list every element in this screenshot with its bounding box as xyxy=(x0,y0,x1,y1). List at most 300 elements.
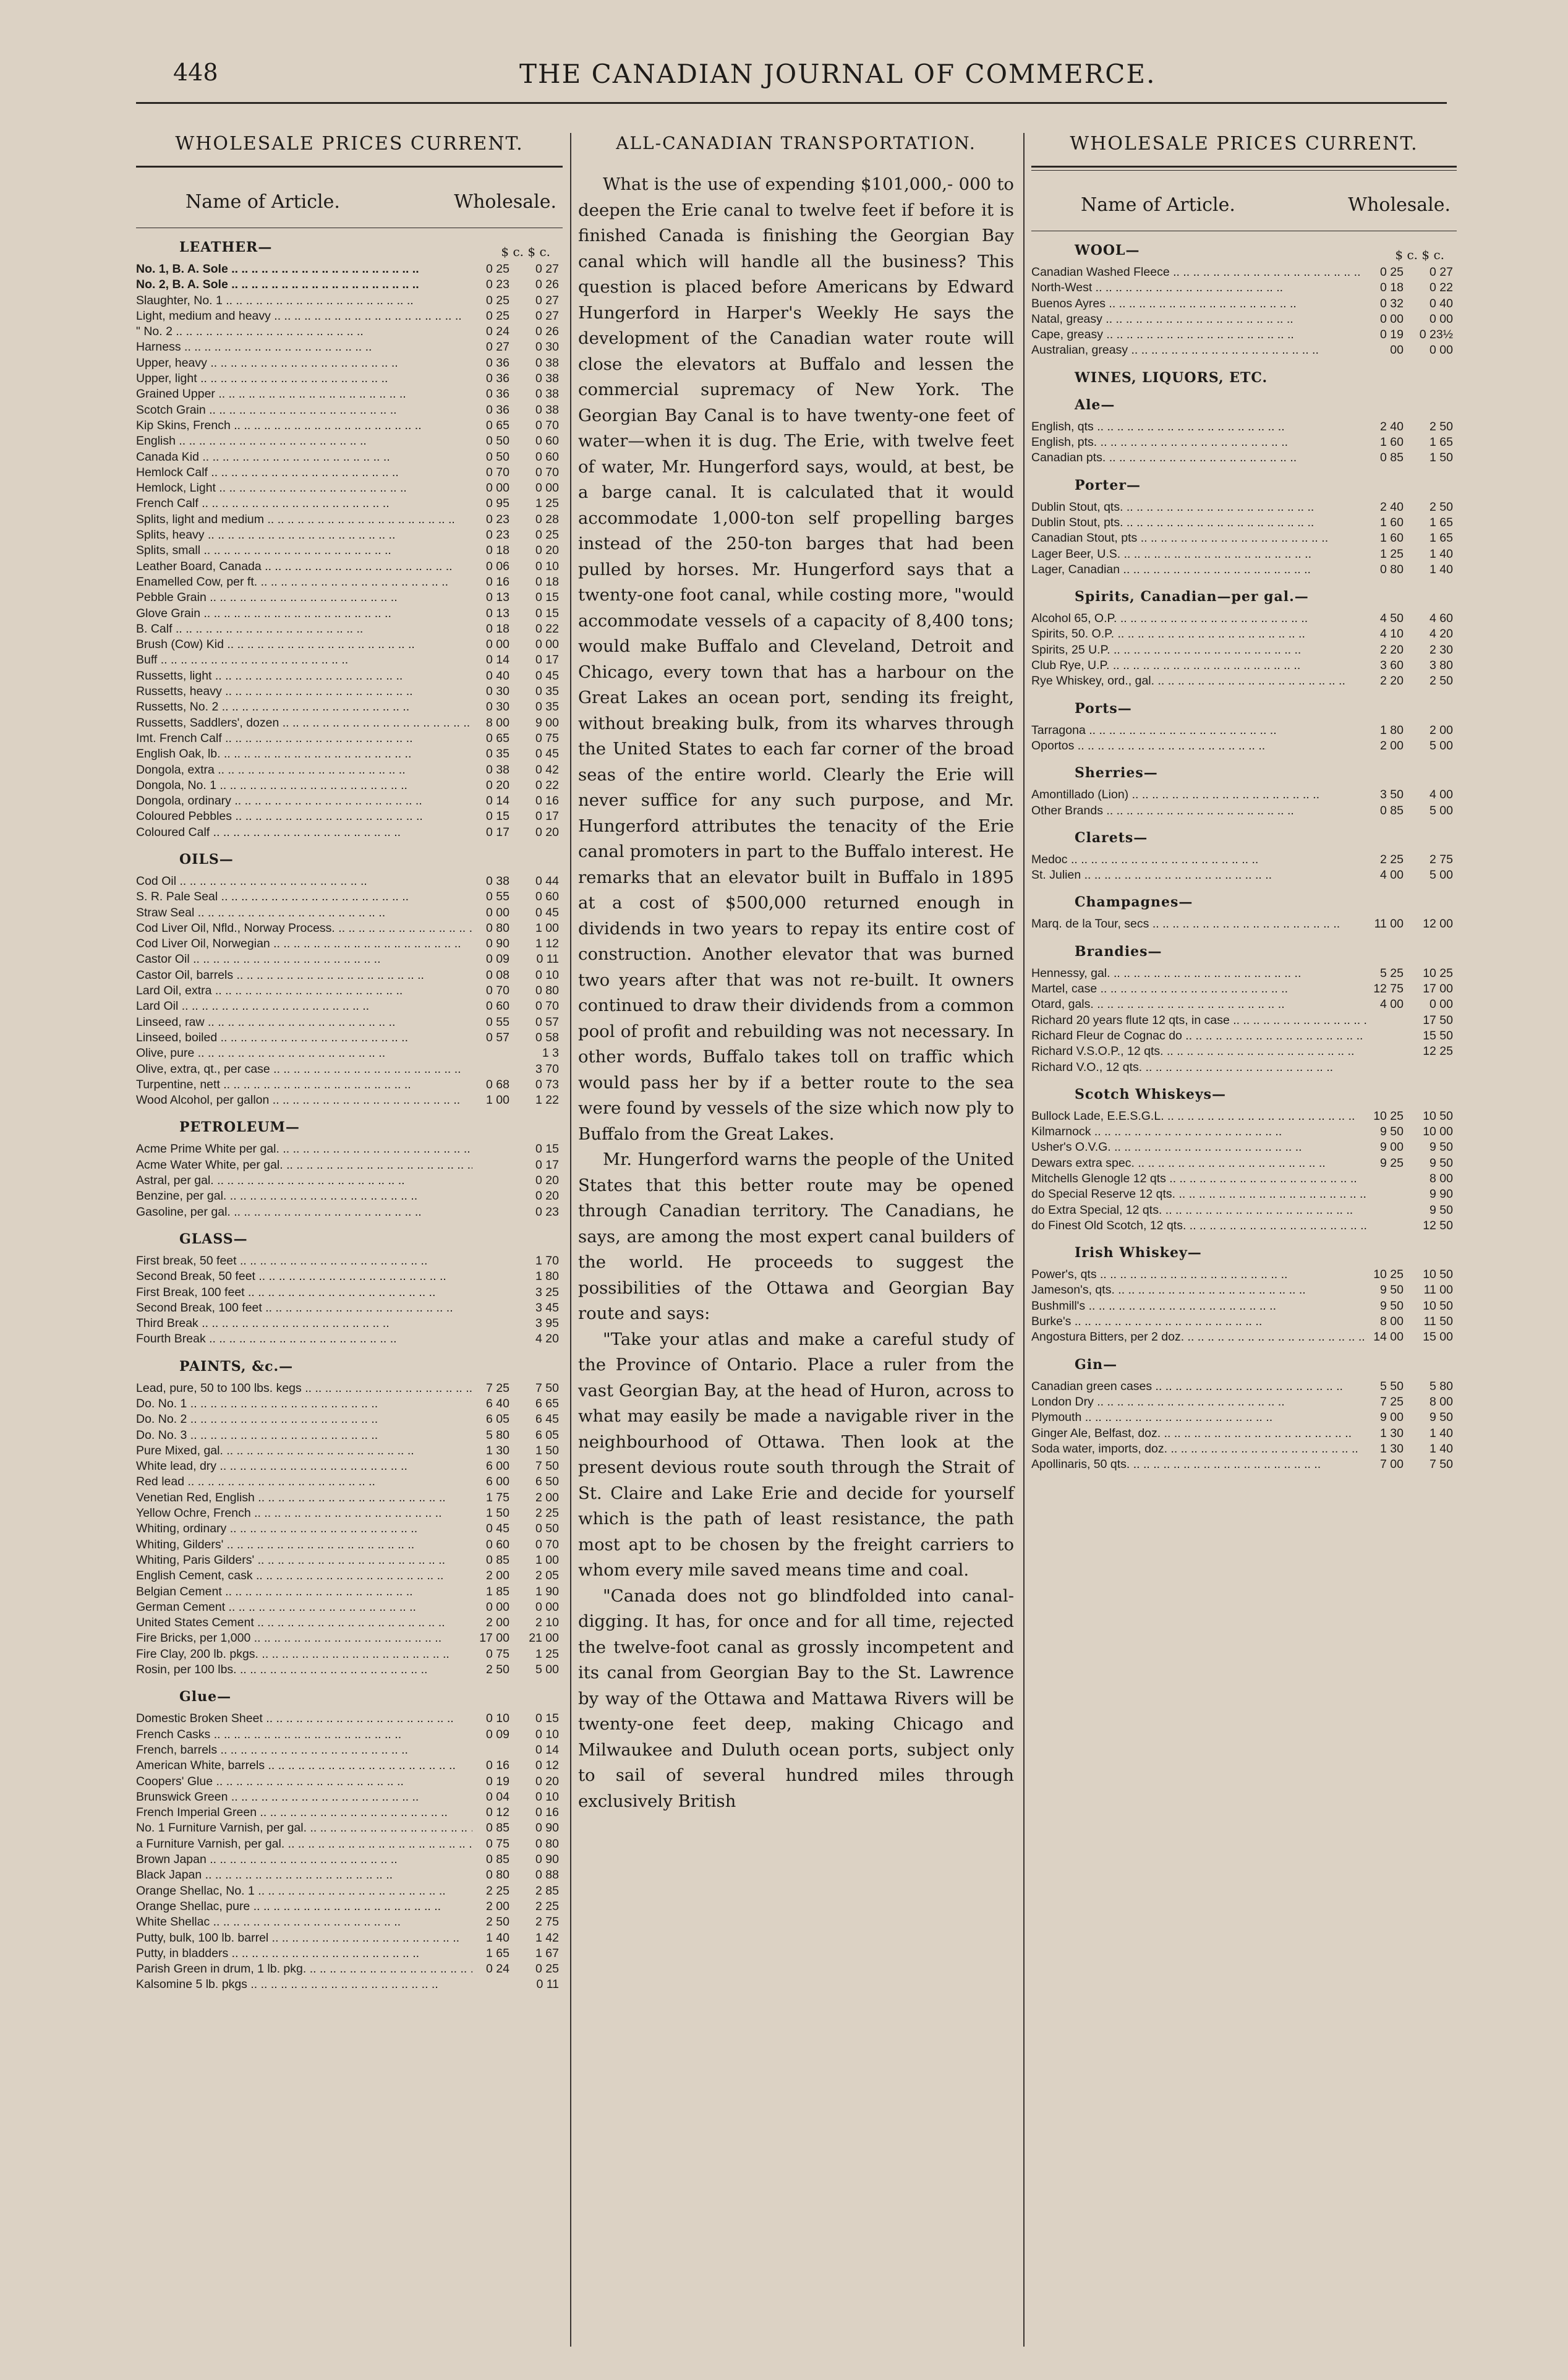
price-low: 1 30 xyxy=(1380,1441,1404,1456)
page-number: 448 xyxy=(173,59,218,86)
price-low: 0 00 xyxy=(486,1600,509,1614)
price-low: 1 25 xyxy=(1380,547,1404,561)
price-high: 10 50 xyxy=(1423,1299,1453,1313)
price-low xyxy=(472,1188,509,1204)
article-name: Olive, pure .. .. xyxy=(136,1046,472,1061)
price-row xyxy=(136,1568,563,1584)
price-high: 3 70 xyxy=(535,1062,559,1076)
article-name: Soda water, imports, doz. .. .. xyxy=(1031,1441,1366,1457)
price-row xyxy=(136,1899,563,1914)
price-high: 9 50 xyxy=(1430,1410,1453,1425)
price-row xyxy=(1031,611,1457,626)
rule xyxy=(1031,170,1457,171)
price-row xyxy=(1031,997,1457,1012)
price-low: 0 23 xyxy=(486,528,509,542)
price-row xyxy=(136,1521,563,1537)
article-name: Dewars extra spec. .. .. xyxy=(1031,1156,1366,1171)
article-name: Cod Oil .. .. xyxy=(136,874,472,889)
price-row xyxy=(136,1331,563,1347)
article-name: Whiting, Paris Gilders' .. .. xyxy=(136,1553,472,1568)
article-name: Marq. de la Tour, secs .. .. xyxy=(1031,916,1366,932)
price-row xyxy=(136,1584,563,1600)
price-low xyxy=(472,1141,509,1157)
price-high: 0 15 xyxy=(535,1712,559,1726)
price-row xyxy=(1031,1187,1457,1202)
price-low: 0 57 xyxy=(486,1030,509,1044)
price-low: 5 80 xyxy=(486,1428,509,1442)
price-row xyxy=(136,1820,563,1836)
article-name: Glove Grain .. .. xyxy=(136,606,472,621)
price-low: 0 35 xyxy=(486,747,509,761)
article-name: Parish Green in drum, 1 lb. pkg. .. .. xyxy=(136,1961,472,1977)
price-low: 2 00 xyxy=(1380,738,1404,753)
price-row xyxy=(136,1930,563,1946)
article-paragraph: "Canada does not go blindfolded into canal-digging. It has, for once and for all time, rejected the twelve-foot canal as grossly incompetent and its canal from Georgian Bay to the St. Lawrence by way of the Ottawa and Mattawa Rivers will be twenty-one feet deep, making Chicago and Milwaukee and Duluth ocean ports, subject only to sail of several hundred miles through exclusively British xyxy=(578,1585,1014,1811)
article-name: Castor Oil, barrels .. .. xyxy=(136,968,472,983)
article-name: United States Cement .. .. xyxy=(136,1615,472,1631)
section-title: WOOL— xyxy=(1075,242,1140,258)
article-name: Second Break, 50 feet .. .. xyxy=(136,1269,472,1284)
article-name: Dongola, No. 1 .. .. xyxy=(136,778,472,793)
article-name: Olive, extra, qt., per case .. .. xyxy=(136,1062,472,1077)
article-name: Do. No. 3 .. .. xyxy=(136,1428,472,1443)
price-high: 0 26 xyxy=(535,325,559,339)
price-high: 0 38 xyxy=(535,387,559,401)
price-high: 0 14 xyxy=(535,1742,559,1757)
price-row xyxy=(136,1316,563,1331)
price-high: 0 23 xyxy=(535,1205,559,1219)
price-row xyxy=(136,952,563,967)
price-low: 9 00 xyxy=(1380,1410,1404,1425)
price-low: 0 18 xyxy=(1380,281,1404,295)
page-header xyxy=(173,59,1490,96)
price-row xyxy=(136,1158,563,1173)
price-low: 0 24 xyxy=(486,325,509,339)
price-low: 0 36 xyxy=(486,403,509,417)
price-row xyxy=(1031,626,1457,642)
price-low: 2 50 xyxy=(486,1663,509,1677)
price-low: 0 70 xyxy=(486,984,509,998)
price-low: 0 23 xyxy=(486,512,509,526)
price-row xyxy=(1031,981,1457,997)
price-low: 0 15 xyxy=(486,809,509,824)
price-high: 7 50 xyxy=(535,1459,559,1474)
price-low xyxy=(472,1285,509,1300)
price-row xyxy=(1031,1203,1457,1218)
price-low: 6 00 xyxy=(486,1475,509,1489)
article-name: Upper, light .. .. xyxy=(136,371,472,386)
price-low: 7 25 xyxy=(486,1381,509,1395)
article-name: Angostura Bitters, per 2 doz. .. .. xyxy=(1031,1329,1366,1345)
price-high: 7 50 xyxy=(535,1381,559,1395)
price-low: 1 60 xyxy=(1380,435,1404,450)
price-low: 2 00 xyxy=(486,1569,509,1583)
section-title: GLASS— xyxy=(179,1231,248,1247)
article-name: Domestic Broken Sheet .. .. xyxy=(136,1711,472,1726)
price-high: 0 10 xyxy=(535,1727,559,1741)
price-low: 0 27 xyxy=(486,340,509,354)
section-title: Spirits, Canadian—per gal.— xyxy=(1075,589,1309,605)
price-section xyxy=(136,1119,563,1219)
price-low: 0 55 xyxy=(486,1015,509,1029)
price-row xyxy=(1031,1394,1457,1410)
price-row xyxy=(1031,343,1457,358)
price-low: 0 18 xyxy=(486,544,509,558)
price-high: 6 65 xyxy=(535,1397,559,1410)
price-low xyxy=(472,1158,509,1173)
price-high: 0 17 xyxy=(535,1158,559,1172)
price-low: 1 65 xyxy=(486,1946,509,1960)
price-row xyxy=(1031,1314,1457,1329)
price-row xyxy=(136,433,563,449)
price-low: 9 50 xyxy=(1380,1283,1404,1297)
article-name: Amontillado (Lion) .. .. xyxy=(1031,787,1366,803)
price-low: 14 00 xyxy=(1373,1330,1404,1344)
article-name: Wood Alcohol, per gallon .. .. xyxy=(136,1093,472,1108)
price-section xyxy=(136,1358,563,1678)
article-name: French, barrels .. .. xyxy=(136,1742,472,1758)
price-low: 0 50 xyxy=(486,450,509,464)
price-low: 0 85 xyxy=(1380,451,1404,465)
price-low xyxy=(472,1046,509,1061)
price-low: 1 50 xyxy=(486,1506,509,1521)
article-name: Linseed, raw .. .. xyxy=(136,1015,472,1030)
price-sections xyxy=(136,239,563,1993)
price-low: 0 30 xyxy=(486,685,509,699)
article-name: Kalsomine 5 lb. pkgs .. .. xyxy=(136,1977,472,1992)
price-row xyxy=(136,386,563,402)
article-name: Dongola, ordinary .. .. xyxy=(136,793,472,809)
article-name: London Dry .. .. xyxy=(1031,1394,1366,1410)
price-section xyxy=(1031,701,1457,754)
article-name: Plymouth .. .. xyxy=(1031,1410,1366,1425)
article-name: Usher's O.V.G. .. .. xyxy=(1031,1140,1366,1155)
price-row xyxy=(1031,658,1457,673)
price-section xyxy=(1031,944,1457,1075)
price-low xyxy=(472,1205,509,1220)
price-low xyxy=(1366,1044,1404,1059)
price-high: 2 85 xyxy=(535,1883,559,1898)
section-title: Champagnes— xyxy=(1075,894,1193,911)
price-section xyxy=(136,851,563,1108)
price-high: 0 80 xyxy=(535,1836,559,1851)
article-name: Light, medium and heavy .. .. xyxy=(136,309,472,324)
price-row xyxy=(136,1742,563,1758)
wholesale-heading: Wholesale. xyxy=(1348,194,1451,216)
article-name: Canada Kid .. .. xyxy=(136,450,472,465)
price-low: 4 10 xyxy=(1380,627,1404,641)
price-high: 2 50 xyxy=(1430,674,1453,688)
price-section xyxy=(136,1231,563,1347)
price-low: 0 18 xyxy=(486,621,509,636)
price-high: 10 25 xyxy=(1423,966,1453,980)
article-name: French Imperial Green .. .. xyxy=(136,1805,472,1820)
price-high: 1 25 xyxy=(535,497,559,511)
article-name: Buff .. .. xyxy=(136,652,472,668)
column-divider-left xyxy=(570,133,571,2347)
price-low: 0 75 xyxy=(486,1836,509,1851)
price-low: 4 00 xyxy=(1380,868,1404,882)
price-row xyxy=(136,1727,563,1742)
price-high: 0 10 xyxy=(535,559,559,573)
price-low: 0 08 xyxy=(486,968,509,982)
article-name: Second Break, 100 feet .. .. xyxy=(136,1300,472,1316)
article-name: Linseed, boiled .. .. xyxy=(136,1030,472,1046)
price-low: 0 00 xyxy=(486,905,509,919)
price-high: 4 00 xyxy=(1430,788,1453,802)
price-low xyxy=(1366,1203,1404,1218)
price-row xyxy=(136,1774,563,1789)
price-low: 0 70 xyxy=(486,465,509,479)
price-high: 0 10 xyxy=(535,1789,559,1804)
price-row xyxy=(136,762,563,778)
price-row xyxy=(1031,1109,1457,1124)
price-row xyxy=(136,746,563,762)
price-low xyxy=(1366,1028,1404,1044)
price-low: 0 04 xyxy=(486,1789,509,1804)
price-low: 0 80 xyxy=(1380,562,1404,576)
price-row xyxy=(136,1188,563,1204)
price-high: 1 65 xyxy=(1430,515,1453,529)
price-high: 0 00 xyxy=(535,481,559,495)
article-name: Ginger Ale, Belfast, doz. .. .. xyxy=(1031,1426,1366,1441)
section-title: PAINTS, &c.— xyxy=(179,1358,294,1375)
price-row xyxy=(1031,265,1457,280)
price-high: 4 20 xyxy=(1430,627,1453,641)
price-row xyxy=(1031,327,1457,343)
article-name: Coopers' Glue .. .. xyxy=(136,1774,472,1789)
price-high: 17 00 xyxy=(1423,982,1453,996)
article-name: Coloured Pebbles .. .. xyxy=(136,809,472,824)
price-low: 3 50 xyxy=(1380,788,1404,802)
section-title: WINES, LIQUORS, ETC. xyxy=(1075,369,1268,386)
article-name: Russetts, No. 2 .. .. xyxy=(136,699,472,715)
price-low: 12 75 xyxy=(1373,982,1404,996)
article-name: White lead, dry .. .. xyxy=(136,1459,472,1474)
price-high: 0 17 xyxy=(535,653,559,667)
article-name: Straw Seal .. .. xyxy=(136,905,472,921)
price-low: 0 30 xyxy=(486,700,509,714)
price-low: 10 25 xyxy=(1373,1268,1404,1282)
price-row xyxy=(1031,1044,1457,1059)
price-high: 15 00 xyxy=(1423,1330,1453,1344)
price-low xyxy=(472,1253,509,1269)
price-low: 1 30 xyxy=(1380,1426,1404,1440)
price-high: 21 00 xyxy=(529,1631,559,1645)
header-rule xyxy=(136,102,1447,104)
price-high: 6 50 xyxy=(535,1475,559,1489)
article-name: Mitchells Glenogle 12 qts .. .. xyxy=(1031,1171,1366,1187)
article-name: Brush (Cow) Kid .. .. xyxy=(136,637,472,652)
price-row xyxy=(136,1537,563,1553)
price-low: 5 50 xyxy=(1380,1379,1404,1393)
price-low: 0 09 xyxy=(486,1727,509,1741)
price-row xyxy=(1031,280,1457,296)
price-row xyxy=(136,418,563,433)
price-row xyxy=(136,324,563,339)
price-high: 3 45 xyxy=(535,1300,559,1315)
article-name: Dublin Stout, qts. .. .. xyxy=(1031,500,1366,515)
article-name: English .. .. xyxy=(136,433,472,449)
article-name: Rye Whiskey, ord., gal. .. .. xyxy=(1031,673,1366,689)
section-title: Ale— xyxy=(1075,396,1115,413)
price-row xyxy=(136,731,563,746)
price-low xyxy=(1366,1013,1404,1028)
article-name: Kip Skins, French .. .. xyxy=(136,418,472,433)
price-row xyxy=(136,1474,563,1490)
price-low: 0 13 xyxy=(486,606,509,620)
price-high: 0 88 xyxy=(535,1868,559,1882)
article-name: Fire Bricks, per 1,000 .. .. xyxy=(136,1631,472,1646)
price-row xyxy=(136,543,563,558)
price-high: 1 3 xyxy=(542,1046,559,1060)
price-section xyxy=(1031,830,1457,884)
price-low: 0 65 xyxy=(486,731,509,745)
article-name: Pure Mixed, gal. .. .. xyxy=(136,1443,472,1459)
article-name: Spirits, 25 U.P. .. .. xyxy=(1031,642,1366,658)
price-row xyxy=(1031,868,1457,883)
price-low: 0 50 xyxy=(486,434,509,448)
price-low: 1 60 xyxy=(1380,531,1404,545)
article-name: Cod Liver Oil, Nfld., Norway Process. .. .. xyxy=(136,921,472,936)
price-high: 5 00 xyxy=(535,1663,559,1677)
price-high: 9 00 xyxy=(535,715,559,730)
article-name: French Calf .. .. xyxy=(136,496,472,511)
price-high: 1 50 xyxy=(535,1443,559,1457)
left-prices-column xyxy=(136,124,563,1993)
price-high: 3 80 xyxy=(1430,659,1453,673)
article-name: Canadian pts. .. .. xyxy=(1031,450,1366,466)
price-row xyxy=(1031,738,1457,754)
price-high: 0 15 xyxy=(535,591,559,605)
article-name: Whiting, ordinary .. .. xyxy=(136,1521,472,1537)
price-row xyxy=(136,1883,563,1899)
price-high: 17 50 xyxy=(1423,1013,1453,1027)
price-row xyxy=(1031,1329,1457,1345)
price-high: 4 20 xyxy=(535,1332,559,1346)
price-high: 6 05 xyxy=(535,1428,559,1442)
price-high: 10 50 xyxy=(1423,1268,1453,1282)
price-row xyxy=(1031,1140,1457,1155)
article-name: Oportos .. .. xyxy=(1031,738,1366,754)
article-name: Lead, pure, 50 to 100 lbs. kegs .. .. xyxy=(136,1381,472,1396)
price-high: 2 50 xyxy=(1430,500,1453,514)
price-low: 7 25 xyxy=(1380,1394,1404,1409)
article-name: Apollinaris, 50 qts. .. .. xyxy=(1031,1457,1366,1472)
price-high: 9 50 xyxy=(1430,1140,1453,1154)
article-name: American White, barrels .. .. xyxy=(136,1758,472,1773)
article-name: English Oak, lb. .. .. xyxy=(136,746,472,762)
price-row xyxy=(136,874,563,889)
price-high: 0 25 xyxy=(535,1962,559,1976)
price-row xyxy=(136,905,563,921)
price-low: 0 13 xyxy=(486,591,509,605)
price-row xyxy=(136,309,563,324)
article-name: Lager, Canadian .. .. xyxy=(1031,562,1366,578)
price-high: 4 60 xyxy=(1430,612,1453,626)
article-name: S. R. Pale Seal .. .. xyxy=(136,889,472,905)
article-name: Acme Water White, per gal. .. .. xyxy=(136,1158,472,1173)
price-row xyxy=(136,1867,563,1883)
price-high: 0 20 xyxy=(535,825,559,839)
price-high: 8 00 xyxy=(1430,1394,1453,1409)
article-name: B. Calf .. .. xyxy=(136,621,472,637)
rule xyxy=(1031,166,1457,168)
price-row xyxy=(136,1269,563,1284)
price-high: 0 42 xyxy=(535,762,559,777)
section-title: Porter— xyxy=(1075,477,1141,493)
price-high: 0 35 xyxy=(535,685,559,699)
article-name: Lager Beer, U.S. .. .. xyxy=(1031,547,1366,562)
price-row xyxy=(136,262,563,277)
price-row xyxy=(136,1253,563,1269)
price-high: 0 50 xyxy=(535,1522,559,1536)
price-row xyxy=(1031,1441,1457,1457)
price-row xyxy=(136,1300,563,1316)
article-name: Rosin, per 100 lbs. .. .. xyxy=(136,1662,472,1678)
price-row xyxy=(136,559,563,574)
price-row xyxy=(136,1805,563,1820)
price-high: 0 22 xyxy=(1430,281,1453,295)
price-high xyxy=(1404,1060,1457,1075)
price-high: 0 10 xyxy=(535,968,559,982)
article-name: Bushmill's .. .. xyxy=(1031,1299,1366,1314)
article-name: Lard Oil, extra .. .. xyxy=(136,983,472,999)
price-row xyxy=(136,496,563,511)
price-high: 1 40 xyxy=(1430,1441,1453,1456)
price-row xyxy=(136,699,563,715)
article-name: Pebble Grain .. .. xyxy=(136,590,472,605)
article-name: No. 1, B. A. Sole .. .. xyxy=(136,262,472,277)
price-high: 6 45 xyxy=(535,1412,559,1427)
price-section xyxy=(1031,397,1457,466)
price-high: 0 38 xyxy=(535,403,559,417)
article-name: Turpentine, nett .. .. xyxy=(136,1077,472,1093)
price-high: 0 25 xyxy=(535,528,559,542)
article-name: Kilmarnock .. .. xyxy=(1031,1124,1366,1140)
price-low: 1 30 xyxy=(486,1443,509,1457)
price-high: 0 17 xyxy=(535,809,559,824)
price-high: 2 10 xyxy=(535,1616,559,1630)
price-low: 0 65 xyxy=(486,418,509,432)
price-low: 5 25 xyxy=(1380,966,1404,980)
price-high: 0 90 xyxy=(535,1821,559,1835)
price-low xyxy=(1366,1218,1404,1234)
article-name: Otard, gals. .. .. xyxy=(1031,997,1366,1012)
price-row xyxy=(136,1852,563,1867)
price-low: 1 75 xyxy=(486,1490,509,1504)
price-high: 0 40 xyxy=(1430,296,1453,310)
price-section xyxy=(1031,1245,1457,1345)
price-low xyxy=(472,1300,509,1316)
price-row xyxy=(136,403,563,418)
price-high: 1 12 xyxy=(535,937,559,951)
price-high: 12 25 xyxy=(1423,1044,1453,1059)
name-of-article-heading: Name of Article. xyxy=(1081,194,1235,216)
price-row xyxy=(1031,966,1457,981)
price-high: 0 73 xyxy=(535,1077,559,1091)
price-low: 2 00 xyxy=(486,1899,509,1913)
price-row xyxy=(1031,312,1457,327)
price-high: 0 70 xyxy=(535,999,559,1013)
price-high: 1 65 xyxy=(1430,435,1453,450)
price-high: 0 60 xyxy=(535,434,559,448)
price-high: 1 50 xyxy=(1430,451,1453,465)
price-low: 0 19 xyxy=(486,1774,509,1788)
price-high: 1 70 xyxy=(535,1253,559,1268)
article-name: do Special Reserve 12 qts. .. .. xyxy=(1031,1187,1366,1202)
price-low: 3 60 xyxy=(1380,659,1404,673)
